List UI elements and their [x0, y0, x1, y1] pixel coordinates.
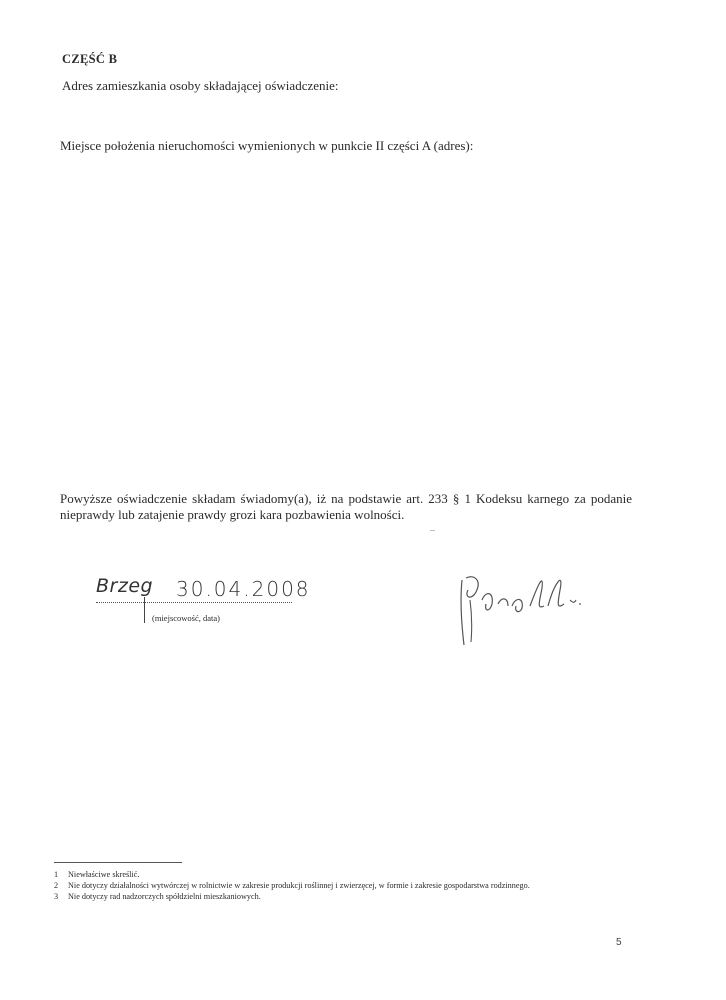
residence-address-label: Adres zamieszkania osoby składającej oświadczenie:: [62, 78, 339, 93]
footnote-text: Niewłaściwe skreślić.: [68, 870, 140, 879]
handwritten-place: Brzeg: [96, 575, 154, 597]
section-heading: CZĘŚĆ B: [62, 52, 118, 66]
footnote-text: Nie dotyczy rad nadzorczych spółdzielni mieszkaniowych.: [68, 892, 261, 901]
footnote-3: [54, 892, 261, 901]
property-location-label: Miejsce położenia nieruchomości wymienionych w punkcie II części A (adres):: [60, 138, 474, 153]
footnote-number: 3: [54, 892, 59, 901]
signature-image: [452, 560, 592, 650]
footnote-text: Nie dotyczy działalności wytwórczej w rolnictwie w zakresie produkcji roślinnej i zwierzęcej, w formie i zakresie gospodarstwa rodzinnego.: [68, 881, 530, 890]
handwritten-stroke: [144, 597, 145, 623]
footnote-2: [54, 881, 530, 890]
handwritten-date: 30.04.2008: [176, 577, 311, 601]
page-number: 5: [616, 937, 622, 948]
footnote-number: 1: [54, 870, 59, 879]
stray-mark: [430, 530, 435, 531]
declaration-text: Powyższe oświadczenie składam świadomy(a), iż na podstawie art. 233 § 1 Kodeksu karnego za podanie nieprawdy lub zatajenie prawdy grozi kara pozbawienia wolności.: [60, 491, 632, 522]
footnote-number: 2: [54, 881, 59, 890]
footnote-1: [54, 870, 139, 879]
place-date-caption: (miejscowość, data): [152, 613, 220, 623]
footnote-separator: [54, 862, 182, 863]
place-date-dotted-line: [96, 601, 292, 603]
